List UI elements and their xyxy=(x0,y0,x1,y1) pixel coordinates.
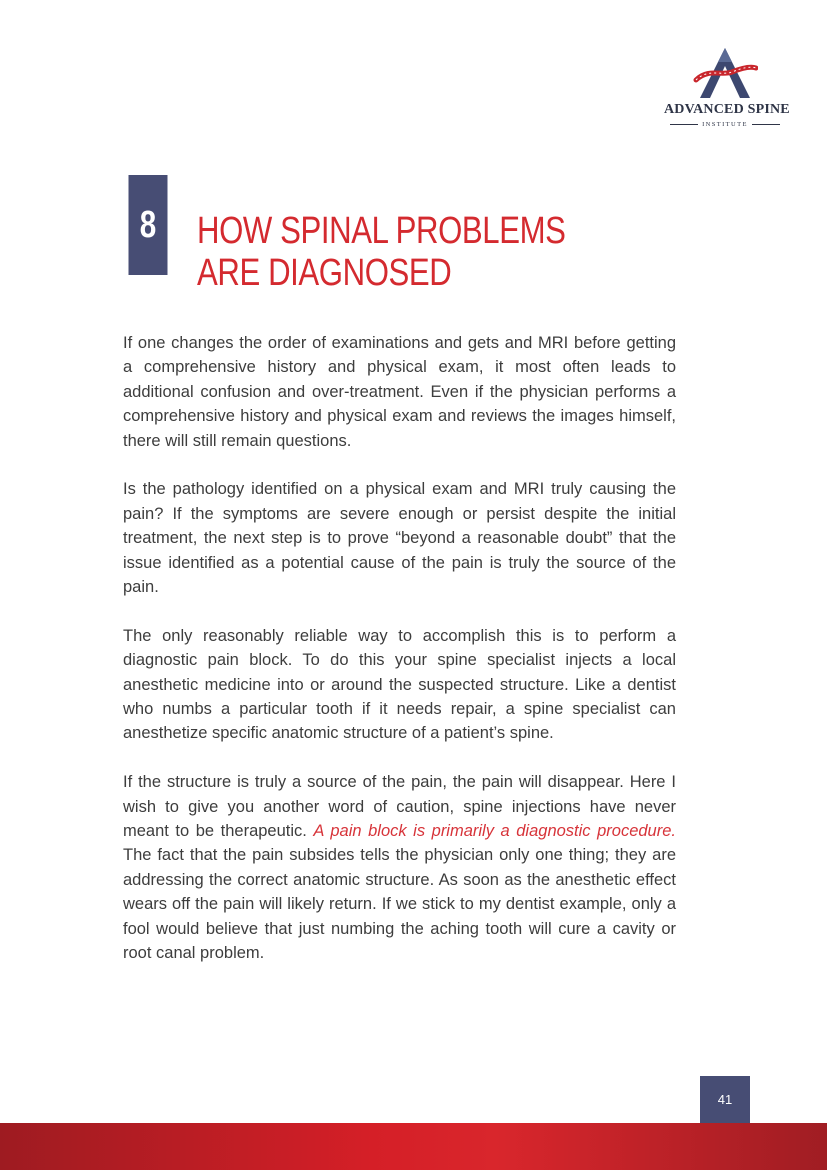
paragraph-4 xyxy=(123,770,676,965)
logo-subtitle: INSTITUTE xyxy=(702,120,748,128)
paragraph-4-after: The fact that the pain subsides tells the physician only one thing; they are addressing the correct anatomic structure. As soon as the anesthetic effect wears off the pain will likely return. If we stick to my dentist example, only a fool would believe that just numbing the aching tooth will cure a cavity or root canal problem. xyxy=(123,846,676,963)
chapter-number-box xyxy=(129,175,168,275)
logo-name: ADVANCED SPINE xyxy=(664,102,790,117)
paragraph-2: Is the pathology identified on a physical exam and MRI truly causing the pain? If the symptoms are severe enough or persist despite the initial treatment, the next step is to prove “beyond a reasonable doubt” that the issue identified as a potential cause of the pain is truly the source of the pain. xyxy=(123,480,676,597)
chapter-title-line-1: HOW SPINAL PROBLEMS xyxy=(197,210,566,252)
chapter-number: 8 xyxy=(139,203,157,246)
logo-subtitle-row xyxy=(664,119,786,129)
institute-logo xyxy=(664,46,790,130)
paragraph-4-emphasis: A pain block is primarily a diagnostic procedure. xyxy=(313,822,676,841)
spine-a-logo-icon xyxy=(692,46,758,100)
page-number-box xyxy=(700,1076,750,1123)
logo-rule-left xyxy=(670,124,698,125)
logo-rule-right xyxy=(752,124,780,125)
page-number: 41 xyxy=(717,1092,733,1107)
paragraph-1: If one changes the order of examinations and gets and MRI before getting a comprehensive history and physical exam, it most often leads to additional confusion and over-treatment. Even if the physician performs a comprehensive history and physical exam and reviews the images himself, there will still remain questions. xyxy=(123,334,676,450)
paragraph-4-before: If the structure is truly a source of the pain, the pain will disappear. Here I wish to give you another word of caution, spine injections have never meant to be therapeutic. xyxy=(123,773,676,841)
body-text xyxy=(123,331,676,990)
footer-bar xyxy=(0,1123,827,1170)
chapter-title-line-2: ARE DIAGNOSED xyxy=(197,252,452,294)
chapter-title xyxy=(197,210,566,294)
paragraph-3: The only reasonably reliable way to accomplish this is to perform a diagnostic pain block. To do this your spine specialist injects a local anesthetic medicine into or around the suspected structure. Like a dentist who numbs a particular tooth if it needs repair, a spine specialist can anesthetize specific anatomic structure of a patient’s spine. xyxy=(123,626,676,743)
